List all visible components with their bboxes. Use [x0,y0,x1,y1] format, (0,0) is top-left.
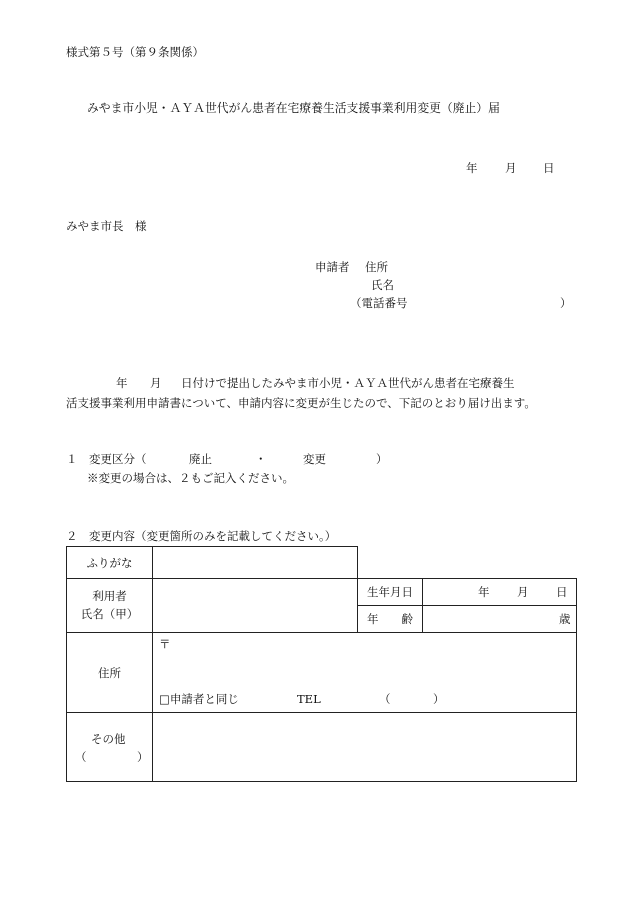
page-title: みやま市小児・ＡＹＡ世代がん患者在宅療養生活支援事業利用変更（廃止）届 [87,101,500,115]
tel-close-paren: ） [433,692,445,706]
addressee: みやま市長 様 [66,219,147,233]
date-month-label: 月 [505,161,517,175]
body-line2: 活支援事業利用申請書について、申請内容に変更が生じたので、下記のとおり届け出ます。 [66,396,536,410]
age-label-cell [358,606,423,633]
applicant-phone-close: ） [560,296,572,310]
applicant-address-label: 住所 [365,260,388,274]
applicant-phone-open: （電話番号 [350,296,408,310]
age-input-cell[interactable] [423,606,577,633]
birth-month-label: 月 [517,585,529,599]
address-label-cell [67,633,153,713]
applicant-label: 申請者 [315,260,350,274]
furigana-label-cell [67,547,153,579]
furigana-label: ふりがな [86,555,133,570]
birthdate-label-cell [358,579,423,606]
birth-day-label: 日 [556,585,568,599]
address-input-cell[interactable] [153,633,577,713]
body-line1: 日付けで提出したみやま市小児・ＡＹＡ世代がん患者在宅療養生 [181,376,515,390]
user-name-label-cell [67,579,153,633]
section1-separator: ・ [255,452,267,466]
applicant-name-label: 氏名 [371,278,394,292]
furigana-input-cell[interactable] [153,547,358,579]
section1-note: ※変更の場合は、２もご記入ください。 [87,471,294,485]
form-number: 様式第５号（第９条関係） [66,45,204,59]
other-label: その他 [91,732,126,746]
tel-label: TEL [297,692,321,706]
other-input-cell[interactable] [153,713,577,782]
postal-mark: 〒 [159,637,171,651]
body-year-label: 年 [116,376,128,390]
tel-open-paren: （ [379,692,391,706]
same-as-applicant-checkbox[interactable]: □申請者と同じ [159,692,239,706]
blank-corner-cell [358,547,577,579]
other-open-paren: （ [75,750,87,764]
date-day-label: 日 [543,161,555,175]
age-label: 年 齢 [367,612,413,626]
birth-year-label: 年 [478,585,490,599]
user-label: 利用者 [92,588,127,603]
change-content-table [66,546,577,782]
section1-option-abolish: 廃止 [189,452,212,466]
other-label-cell [67,713,153,782]
section1-option-change: 変更 [303,452,326,466]
age-unit-label: 歳 [559,612,571,626]
birthdate-label: 生年月日 [367,585,413,599]
body-month-label: 月 [150,376,162,390]
address-label: 住所 [98,665,121,680]
other-close-paren: ） [137,750,149,764]
date-year-label: 年 [466,161,478,175]
section1-label: １ 変更区分（ [66,452,147,466]
section1-close: ） [376,452,388,466]
birthdate-input-cell[interactable] [423,579,577,606]
section2-label: ２ 変更内容（変更箇所のみを記載してください。） [66,529,337,543]
user-name-label: 氏名（甲） [80,606,139,621]
user-name-input-cell[interactable] [153,579,358,633]
